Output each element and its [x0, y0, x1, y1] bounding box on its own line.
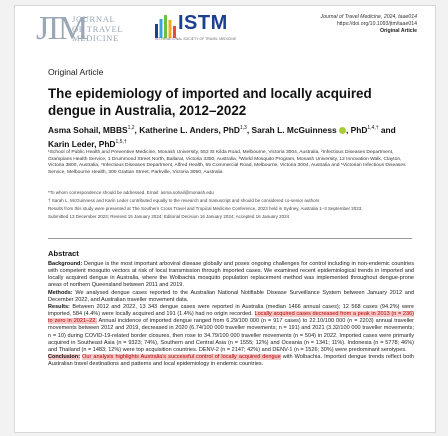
author-list: [48, 122, 418, 150]
conclusion-text: with Wolbachia.: [282, 354, 323, 361]
abstract-heading: Abstract: [48, 249, 79, 258]
results-label: Results:: [48, 303, 70, 310]
istm-bar-1: [155, 24, 158, 38]
author-affil-sup: 1,4,†: [367, 125, 379, 131]
abstract-body: [48, 261, 414, 368]
author-affil-sup: 1,2: [127, 125, 135, 131]
journal-citation: Journal of Travel Medicine, 2024, taae014: [320, 14, 417, 20]
abstract-results: [48, 304, 414, 354]
author-name: Asma Sohail, MBBS: [48, 124, 128, 135]
methods-label: Methods:: [48, 289, 73, 296]
author-affil-sup: 1,5,†: [115, 138, 127, 145]
author-name: Katherine L. Anders, PhD: [139, 124, 240, 135]
article-title: The epidemiology of imported and locally acquired dengue in Australia, 2012–2022: [48, 86, 372, 118]
abstract-methods: [48, 290, 414, 304]
results-text-continued: Annual incidence of imported dengue ranged from 6.29/100 000 (n = 917 cases) to 22.10/100 000 (n = 2203) annual traveller movements between 2012 and 2019, decreased in 2020 (6.74/100 000 traveller movements; n = 191) and 2021 (3.32/100 000 traveller movements; n = 10) during COVID-19-related border closures, then rose to 34.79/100 000 traveller movements (n = 504) in 2022. Imported cases were primarily acquired in Southeast Asia (n = 9323; 74%), Southern and Central Asia (n = 1555; 12%) and Oceania (n = 1341; 11%). Indonesia (n = 5778; 46%) and Thailand (n = 1483; 12%) were top acquisition countries. DENV-2 (n = 2147; 42%) and DENV-1 (n = 1526; 30%) were predominant serotypes.: [48, 318, 414, 353]
methods-text: We analysed dengue cases reported to the Australian National Notifiable Disease Surveillance System between January 2012 and December 2022, and Australian traveller movement data.: [48, 289, 414, 303]
conclusion-text-continued: Imported dengue trends reflect both Australian travel destinations and patterns and local epidemiology in endemic countries.: [48, 354, 414, 368]
istm-bar-4: [169, 20, 172, 38]
results-text: Between 2012 and 2022, 13 343 dengue cases were reported in Australia (median 1466 annual cases); 12 568 cases (94.2%) were imported, 584 (4.4%) were locally acquired and 191 (1.4%) had no origin recorded.: [48, 303, 414, 318]
author-separator: ,: [134, 124, 140, 135]
article-page: [14, 5, 436, 433]
background-text: Dengue is the most important arboviral disease globally and poses ongoing challenges for control including in non-endemic countries with competent mosquito vectors at risk of local transmission through imported cases. We examined recent epidemiological trends in imported and locally acquired dengue in Australia, where the Wolbachia mosquito population replacement method was implemented throughout dengue-prone areas of northern Queensland between 2011 and 2019.: [48, 261, 414, 289]
jtm-logo: [36, 10, 144, 50]
author-separator: ,: [246, 124, 252, 135]
author-notes: [48, 190, 412, 222]
affiliations: ¹School of Public Health and Preventive Medicine, Monash University, 553 St Kilda Road, Melbourne, Victoria 3004, Australia, ²Infectious Diseases Department, Grampians Health Service, 1 Drummond Street North, Ballarat, Victoria 3350, Australia, ³World Mosquito Program, Monash University, 12 Innovation Walk, Clayton, Victoria 3800, Australia, ⁴Infectious Diseases Department, Alfred Health, 55 Commercial Road, Melbourne, Victoria 3004, Australia and ⁵Victorian Infectious Diseases Service, Melbourne Health, 300 Grattan Street, Parkville, Victoria 3050, Australia: [48, 150, 406, 176]
conclusion-label: Conclusion:: [48, 354, 81, 361]
jtm-wordmark: [72, 15, 123, 44]
jtm-word-1: JOURNAL: [72, 14, 116, 24]
istm-name: ISTM: [178, 12, 228, 34]
submission-dates: Submitted 13 December 2023; Revised 15 January 2024; Editorial Decision 16 January 2024; Accepted 16 January 2024: [48, 213, 290, 219]
author-name: Sarah L. McGuinness: [251, 124, 337, 135]
jtm-word-3: MEDICINE: [72, 33, 119, 44]
abstract-background: [48, 261, 414, 290]
divider: [48, 238, 412, 239]
correspondence-note: *To whom correspondence should be addressed. Email: asma.sohail@monash.edu: [48, 190, 214, 195]
istm-emblem-icon: [154, 14, 176, 38]
background-label: Background:: [48, 261, 83, 267]
istm-subtitle: INTERNATIONAL SOCIETY OF TRAVEL MEDICINE: [155, 37, 237, 41]
istm-bar-3: [164, 15, 167, 38]
author-separator: and: [378, 124, 396, 135]
orcid-icon[interactable]: [339, 127, 346, 134]
results-highlight: Locally acquired cases decreased from a peak in 2013 (n = 236) to zero in 2021–22.: [48, 311, 415, 325]
jtm-word-2: OF TRAVEL: [72, 23, 124, 34]
equal-contribution-note: † Sarah L. McGuinness and Karin Leder contributed equally to the research and manuscript and should be considered co-senior authors: [48, 197, 320, 203]
istm-bar-2: [160, 19, 163, 38]
abstract-conclusion: [48, 354, 414, 368]
conclusion-highlight: Our analysis highlights Australia's successful control of locally acquired dengue: [82, 354, 281, 361]
doi-link[interactable]: https://doi.org/10.1093/jtm/taae014: [336, 21, 417, 27]
section-label: Original Article: [48, 67, 104, 77]
article-type: Original Article: [380, 28, 417, 34]
presentation-note: Results from this study were presented at The Southern Cross Travel and Tropical Medicine Conference, 2023 held in Sydney, Australia 1–3 September 2023.: [48, 205, 363, 211]
author-degree: , PhD: [345, 124, 368, 135]
istm-logo: [154, 12, 244, 46]
journal-meta: [320, 14, 417, 35]
journal-header: [15, 6, 435, 51]
author-name: Karin Leder, PhD: [48, 138, 116, 149]
author-affil-sup: 1,3: [239, 125, 247, 131]
jtm-monogram: JTM: [36, 10, 83, 47]
